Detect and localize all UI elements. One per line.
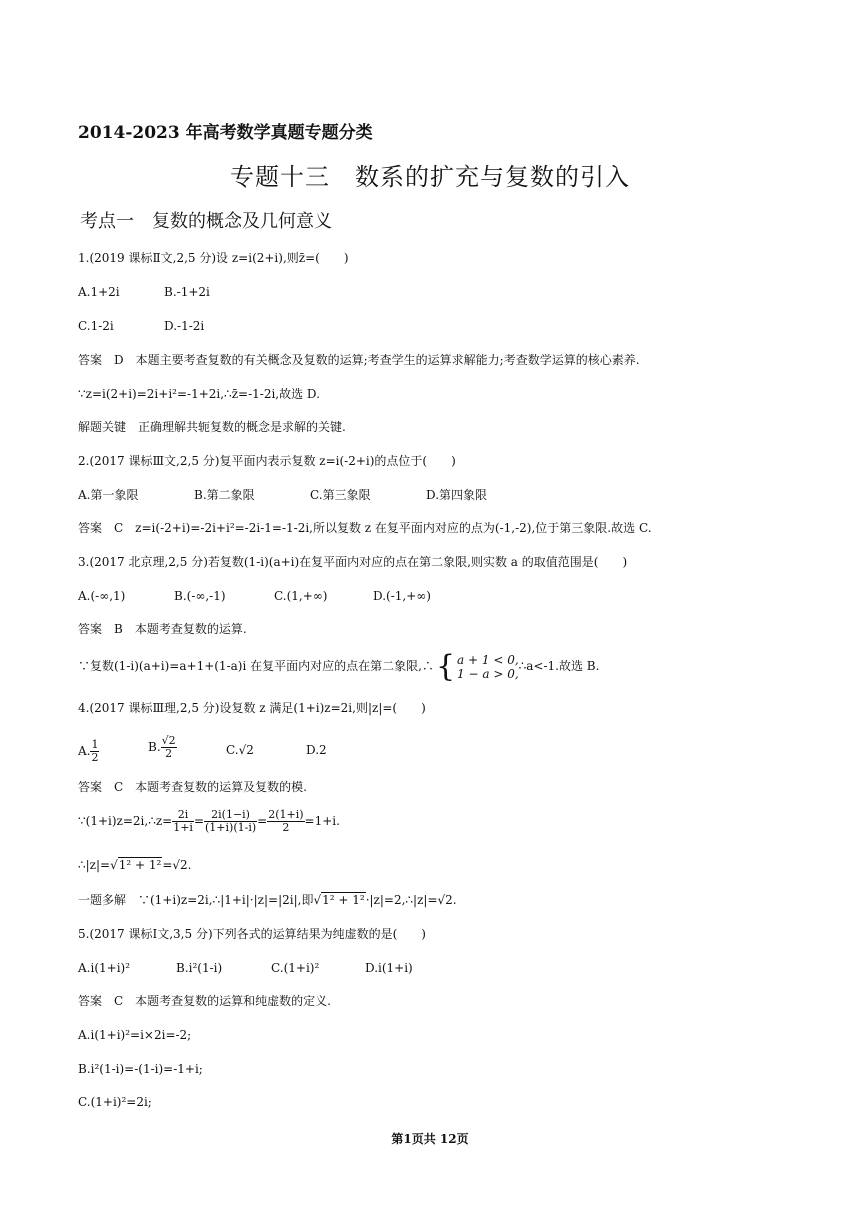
q1-solution: ∵z=i(2+i)=2i+i²=-1+2i,∴z̄=-1-2i,故选 D. <box>78 387 320 401</box>
q5-option-c: C.(1+i)² <box>271 961 320 975</box>
brace-symbol: { <box>435 648 456 684</box>
fraction-2 <box>204 809 257 834</box>
q5-option-b: B.i²(1-i) <box>176 961 223 975</box>
fraction-denominator: (1+i)(1-i) <box>205 821 257 834</box>
q3-option-c: C.(1,+∞) <box>274 589 328 603</box>
q4-solution-line2 <box>78 857 191 873</box>
q5-answer: 答案 C 本题考查复数的运算和纯虚数的定义. <box>78 994 331 1008</box>
q4-modulus-text: ∴|z|=√ <box>78 858 118 872</box>
fraction-denominator: 1+i <box>173 821 193 834</box>
q5-stem: 5.(2017 课标Ⅰ文,3,5 分)下列各式的运算结果为纯虚数的是( ) <box>78 927 426 941</box>
q4-option-b <box>148 735 177 760</box>
q4-stem: 4.(2017 课标Ⅲ理,2,5 分)设复数 z 满足(1+i)z=2i,则|z|=( ) <box>78 701 426 715</box>
q4-option-c: C.√2 <box>226 743 254 757</box>
fraction-numerator: 2i(1−i) <box>204 809 257 822</box>
q2-option-a: A.第一象限 <box>78 488 139 502</box>
q2-option-d: D.第四象限 <box>426 488 488 502</box>
q4-option-a-label: A. <box>78 744 91 758</box>
q4-modulus-result: =√2. <box>162 858 192 872</box>
fraction-numerator: 1 <box>91 738 99 751</box>
page-title: 专题十三 数系的扩充与复数的引入 <box>230 163 630 191</box>
q4-solution-text: ∵(1+i)z=2i,∴z= <box>78 814 173 828</box>
q4-options <box>78 733 478 763</box>
fraction-numerator: 2(1+i) <box>268 808 304 821</box>
q1-stem: 1.(2019 课标Ⅱ文,2,5 分)设 z=i(2+i),则z̄=( ) <box>78 251 349 265</box>
q3-answer: 答案 B 本题考查复数的运算. <box>78 622 247 636</box>
fraction-denominator: 2 <box>91 751 99 764</box>
q3-stem: 3.(2017 北京理,2,5 分)若复数(1-i)(a+i)在复平面内对应的点在第二象限,则实数 a 的取值范围是( ) <box>78 555 628 569</box>
q4-option-b-label: B. <box>148 740 161 754</box>
q4-option-b-fraction <box>161 735 177 760</box>
q3-case-1: a + 1 < 0, <box>457 652 519 667</box>
q4-solution-line1 <box>78 808 340 834</box>
q3-case-2: 1 − a > 0, <box>457 666 519 681</box>
q2-answer: 答案 C z=i(-2+i)=-2i+i²=-2i-1=-1-2i,所以复数 z 在复平面内对应的点为(-1,-2),位于第三象限.故选 C. <box>78 521 652 535</box>
q1-option-a: A.1+2i <box>78 285 120 299</box>
q3-solution <box>78 648 600 684</box>
q5-option-d: D.i(1+i) <box>365 961 413 975</box>
fraction-numerator: √2 <box>161 734 176 747</box>
fraction-3 <box>267 809 304 834</box>
q5-option-a: A.i(1+i)² <box>78 961 131 975</box>
q1-option-d: D.-1-2i <box>164 319 205 333</box>
q3-solution-text: ∵复数(1-i)(a+i)=a+1+(1-a)i 在复平面内对应的点在第二象限,∴ <box>78 659 434 673</box>
q3-solution-conclusion: ∴a<-1.故选 B. <box>518 659 600 673</box>
q2-option-b: B.第二象限 <box>194 488 255 502</box>
q4-solution-result: =1+i. <box>304 814 340 828</box>
page-number: 第1页共 12页 <box>391 1132 469 1146</box>
q3-option-b: B.(-∞,-1) <box>174 589 226 603</box>
radicand: 1² + 1² <box>118 858 162 872</box>
section-heading: 考点一 复数的概念及几何意义 <box>80 211 332 232</box>
q1-key-note: 解题关键 正确理解共轭复数的概念是求解的关键. <box>78 420 346 434</box>
q4-answer: 答案 C 本题考查复数的运算及复数的模. <box>78 780 307 794</box>
fraction-denominator: 2 <box>165 747 173 760</box>
alt-solution-text: 一题多解 ∵(1+i)z=2i,∴|1+i|·|z|=|2i|,即√ <box>78 893 322 907</box>
q4-option-d: D.2 <box>306 743 327 757</box>
equals-sign: = <box>193 814 204 828</box>
radicand: 1² + 1² <box>322 893 365 907</box>
q4-option-a-fraction <box>90 739 99 764</box>
q1-option-c: C.1-2i <box>78 319 114 333</box>
q1-answer: 答案 D 本题主要考查复数的有关概念及复数的运算;考查学生的运算求解能力;考查数学运算的核心素养. <box>78 353 640 367</box>
series-title: 2014-2023 年高考数学真题专题分类 <box>78 123 373 143</box>
q5-line-a: A.i(1+i)²=i×2i=-2; <box>78 1028 192 1042</box>
q3-case-system <box>457 653 519 681</box>
q2-option-c: C.第三象限 <box>310 488 371 502</box>
fraction-numerator: 2i <box>172 809 194 822</box>
q5-line-b: B.i²(1-i)=-(1-i)=-1+i; <box>78 1062 203 1076</box>
alt-solution-result: ·|z|=2,∴|z|=√2. <box>365 893 457 907</box>
fraction-denominator: 2 <box>282 821 290 834</box>
q3-option-d: D.(-1,+∞) <box>373 589 431 603</box>
fraction-1 <box>172 809 194 834</box>
q1-option-b: B.-1+2i <box>164 285 210 299</box>
equals-sign: = <box>257 814 268 828</box>
q5-line-c: C.(1+i)²=2i; <box>78 1095 152 1109</box>
q4-alternative-solution <box>78 892 457 908</box>
q4-option-a <box>78 739 99 764</box>
q3-option-a: A.(-∞,1) <box>78 589 126 603</box>
q2-stem: 2.(2017 课标Ⅲ文,2,5 分)复平面内表示复数 z=i(-2+i)的点位于( ) <box>78 454 456 468</box>
